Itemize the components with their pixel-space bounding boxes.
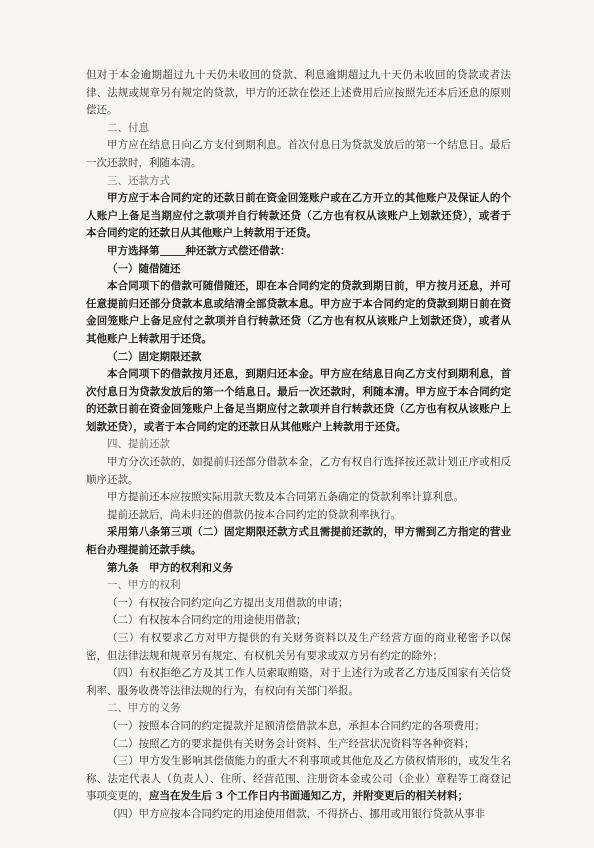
duty-item-3 [86, 753, 511, 806]
paragraph-fixed-term: 本合同项下的借款按月还息，到期归还本金。甲方应在结息日向乙方支付到期利息，首次付息日为贷款发放后的第一个结息日。最后一次还款时，利随本清。甲方应于本合同约定的还款日前在资金回笼账户上备足当期应付之款项并自行转款还贷（乙方也有权从该账户上划款还贷），或者于本合同约定的还款日从其他账户上转款用于还贷。 [86, 368, 511, 433]
choice-blank [160, 244, 186, 256]
right-item-4: （四）有权拒绝乙方及其工作人员索取贿赂，对于上述行为或者乙方违反国家有关信贷利率、服务收费等法律法规的行为，有权向有关部门举报。 [86, 667, 511, 697]
heading-prepayment: 四、提前还款 [107, 438, 170, 451]
duty-item-3-bold: 应当在发生后 3 个工作日内书面通知乙方，并附变更后的相关材料； [149, 790, 469, 803]
contract-text [86, 67, 511, 824]
heading-article-9: 第九条 甲方的权利和义务 [107, 561, 233, 574]
choice-suffix: 种还款方式偿还借款： [185, 244, 291, 257]
duty-item-2: （二）按照乙方的要求提供有关财务会计资料、生产经营状况资料等各种资料； [107, 737, 475, 750]
paragraph-interest: 甲方应在结息日向乙方支付到期利息。首次付息日为贷款发放后的第一个结息日。最后一次还款时，利随本清。 [86, 139, 511, 169]
duty-item-3-text: （三）甲方发生影响其偿债能力的重大不利事项或其他危及乙方债权情形的，或发生名称、法定代表人（负责人）、住所、经营范围、注册资本金或公司（企业）章程等工商登记事项变更的， [86, 755, 511, 803]
right-item-1: （一）有权按合同约定向乙方提出支用借款的申请； [107, 596, 349, 609]
repayment-choice-line [86, 243, 511, 261]
duty-item-4: （四）甲方应按本合同约定的用途使用借款，不得挤占、挪用或用银行贷款从事非 [107, 807, 485, 820]
paragraph-principal-order: 但对于本金逾期超过九十天仍未收回的贷款、利息逾期超过九十天仍未收回的贷款或者法律、法规或规章另有规定的贷款，甲方的还款在偿还上述费用后应按照先还本后还息的原则偿还。 [86, 69, 511, 117]
heading-borrow-repay-anytime: （一）随借随还 [107, 262, 181, 275]
heading-interest: 二、付息 [107, 121, 149, 134]
paragraph-prepayment-4: 采用第八条第三项（二）固定期限还款方式且需提前还款的，甲方需到乙方指定的营业柜台办理提前还款手续。 [86, 526, 511, 557]
heading-duties: 二、甲方的义务 [107, 702, 181, 715]
paragraph-repayment-method: 甲方应于本合同约定的还款日前在资金回笼账户或在乙方开立的其他账户及保证人的个人账户上备足当期应付之款项并自行转款还贷（乙方也有权从该账户上划款还贷），或者于本合同约定的还款日从其他账户上转款用于还贷。 [86, 192, 511, 240]
heading-rights: 一、甲方的权利 [107, 579, 181, 592]
paragraph-prepayment-1: 甲方分次还款的，如提前归还部分借款本金，乙方有权自行选择按还款计划正序或相反顺序还款。 [86, 456, 511, 486]
choice-prefix: 甲方选择第 [107, 244, 160, 257]
heading-fixed-term: （二）固定期限还款 [107, 350, 202, 363]
paragraph-borrow-repay-anytime: 本合同项下的借款可随借随还，即在本合同约定的贷款到期日前，甲方按月还息，并可任意提前归还部分贷款本息或结清全部贷款本息。甲方应于本合同约定的贷款到期日前在资金回笼账户上备足应付之款项并自行转款还贷（乙方也有权从该账户上划款还贷），或者从其他账户上转款用于还贷。 [86, 280, 511, 345]
heading-repayment-method: 三、还款方式 [107, 174, 170, 187]
paragraph-prepayment-2: 甲方提前还本应按照实际用款天数及本合同第五条确定的贷款利率计算利息。 [107, 491, 464, 504]
paragraph-prepayment-3: 提前还款后，尚未归还的借款仍按本合同约定的贷款利率执行。 [107, 508, 401, 521]
right-item-2: （二）有权按本合同约定的用途使用借款； [107, 614, 307, 627]
right-item-3: （三）有权要求乙方对甲方提供的有关财务资料以及生产经营方面的商业秘密予以保密，但法律法规和规章另有规定、有权机关另有要求或双方另有约定的除外； [86, 632, 511, 662]
duty-item-1: （一）按照本合同的约定提款并足额清偿借款本息，承担本合同约定的各项费用； [107, 719, 485, 732]
